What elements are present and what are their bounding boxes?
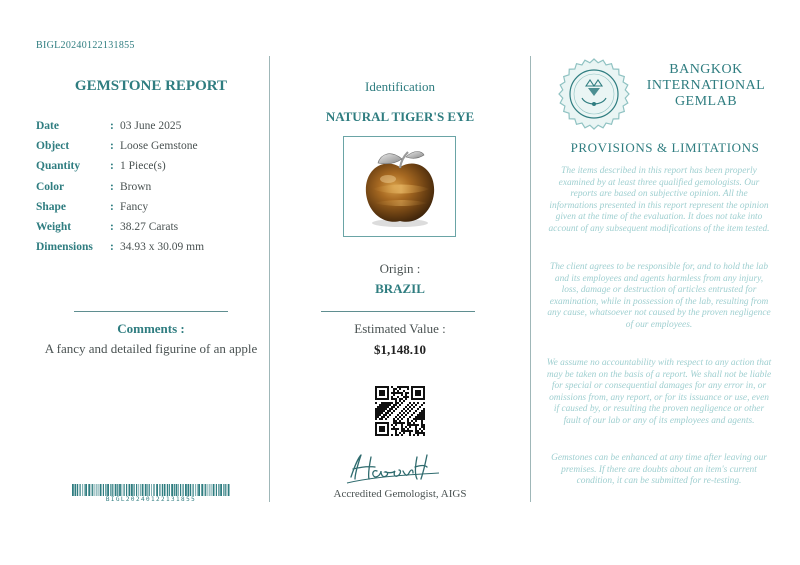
barcode-number: BIGL20240122131855 xyxy=(105,496,197,503)
detail-separator: : xyxy=(110,220,114,233)
detail-label: Dimensions xyxy=(36,241,93,254)
lab-name-line-2: INTERNATIONAL xyxy=(646,78,766,93)
provision-paragraph: The items described in this report has been properly examined by at least three qualified gemologists. Our reports are based on subjective opinion. All the informations presented in this report represent the opinion given at the time of the evaluation. It does not take into account of any subsequent modifications of the item tested. xyxy=(548,166,770,234)
origin-value: BRAZIL xyxy=(375,281,425,296)
gemlab-seal-logo xyxy=(558,58,630,130)
comments-text: A fancy and detailed figurine of an apple xyxy=(44,341,258,356)
lab-name-line-3: GEMLAB xyxy=(674,94,738,109)
provision-paragraph: The client agrees to be responsible for, and to hold the lab and its employees and agents harmless from any injury, loss, damage or destruction of articles entrusted for examination, while in possession of the lab, resulting from any cause, whatsoever not caused by the proven negligence of our employees. xyxy=(547,262,771,330)
detail-row xyxy=(36,201,204,221)
detail-separator: : xyxy=(110,160,114,173)
qr-code xyxy=(375,386,425,436)
stone-name: NATURAL TIGER'S EYE xyxy=(325,109,475,124)
provisions-title: PROVISIONS & LIMITATIONS xyxy=(570,140,760,155)
detail-separator: : xyxy=(110,241,114,254)
origin-label: Origin : xyxy=(379,261,421,276)
detail-separator: : xyxy=(110,120,114,132)
lab-name xyxy=(636,62,776,110)
detail-value: 38.27 Carats xyxy=(120,220,179,233)
estimated-value-label: Estimated Value : xyxy=(354,321,446,336)
comments-divider xyxy=(74,311,228,312)
detail-separator: : xyxy=(110,200,114,213)
detail-row xyxy=(36,120,204,140)
barcode xyxy=(72,484,230,496)
value-divider xyxy=(321,311,475,312)
provision-paragraph: We assume no accountability with respect to any action that may be taken on the basis of a report. We shall not be liable for special or consequential damages for any error in, or omissions from, any report, or for its issuance or use, even if caused by, or resulting the proven negligence or other fault of our lab or any of its employees and agents. xyxy=(546,358,772,426)
comments-label: Comments : xyxy=(117,321,185,336)
detail-value: 1 Piece(s) xyxy=(120,160,166,173)
report-id: BIGL20240122131855 xyxy=(36,40,135,51)
tiger-eye-apple-image xyxy=(344,137,455,236)
details-list xyxy=(36,120,204,261)
detail-value: 34.93 x 30.09 mm xyxy=(120,241,205,254)
detail-separator: : xyxy=(110,180,114,193)
right-column-divider xyxy=(530,56,531,502)
detail-label: Quantity xyxy=(36,160,81,173)
detail-value: Loose Gemstone xyxy=(120,140,198,153)
detail-label: Date xyxy=(36,120,59,132)
report-title: GEMSTONE REPORT xyxy=(74,78,228,94)
detail-label: Object xyxy=(36,140,70,153)
detail-value: Fancy xyxy=(120,200,149,213)
gemstone-photo xyxy=(343,136,456,237)
provision-paragraph: Gemstones can be enhanced at any time after leaving our premises. If there are doubts about an item's current condition, it can be submitted for re-testing. xyxy=(551,453,767,487)
detail-row xyxy=(36,140,204,160)
gemologist-title: Accredited Gemologist, AIGS xyxy=(333,488,467,500)
detail-separator: : xyxy=(110,140,114,153)
detail-value: 03 June 2025 xyxy=(120,120,182,132)
detail-label: Color xyxy=(36,180,65,193)
identification-label: Identification xyxy=(364,79,436,94)
detail-value: Brown xyxy=(120,180,152,193)
detail-label: Weight xyxy=(36,220,72,233)
gemologist-signature xyxy=(343,447,443,487)
detail-row xyxy=(36,160,204,180)
detail-row xyxy=(36,241,204,261)
estimated-value: $1,148.10 xyxy=(374,342,426,357)
lab-name-line-1: BANGKOK xyxy=(669,62,743,77)
detail-row xyxy=(36,221,204,241)
detail-row xyxy=(36,181,204,201)
detail-label: Shape xyxy=(36,200,67,213)
